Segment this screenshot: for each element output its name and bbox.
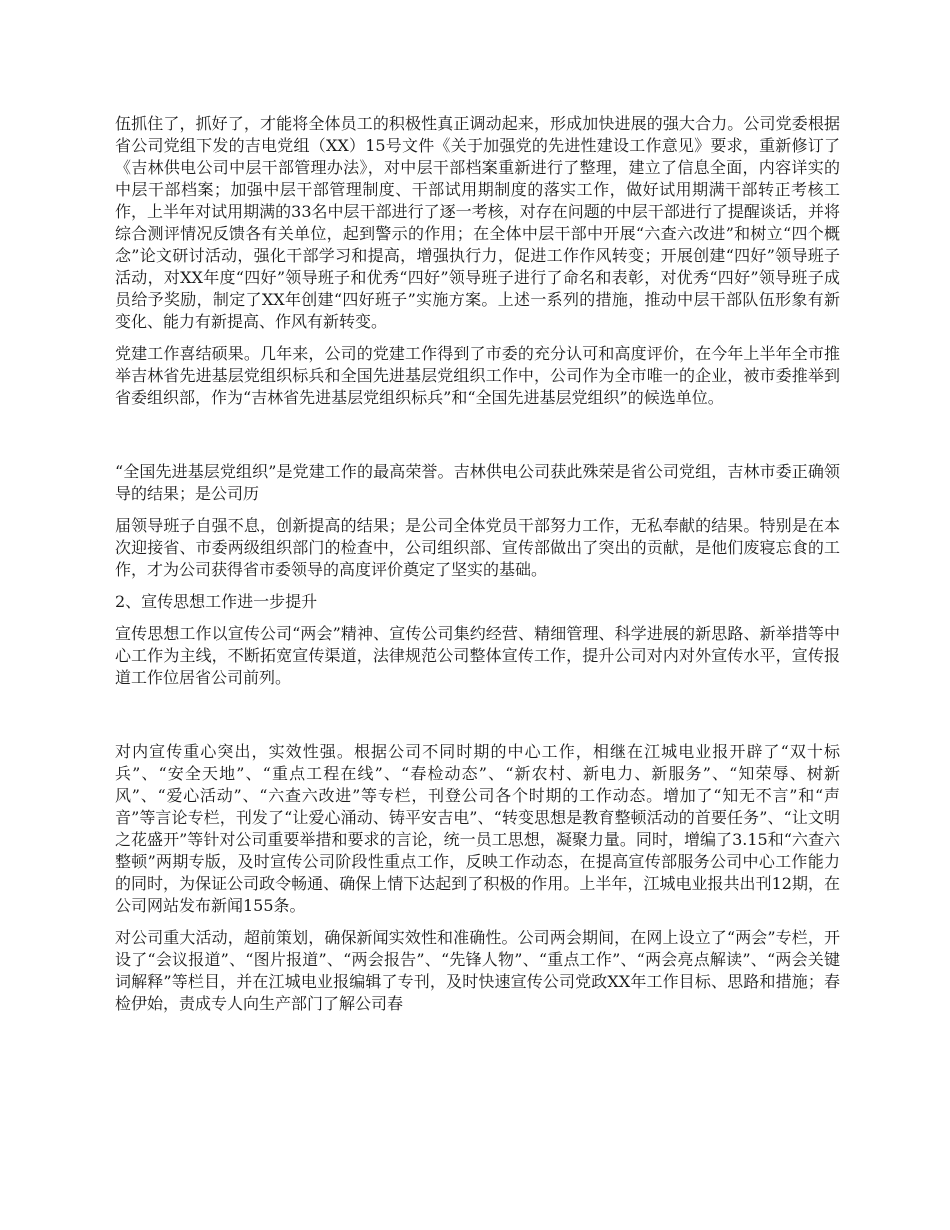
paragraph-national-honor: “全国先进基层党组织”是党建工作的最高荣誉。吉林供电公司获此殊荣是省公司党组，吉林市委正确领导的结果；是公司历 <box>115 462 840 503</box>
document-page <box>115 113 840 1025</box>
paragraph-gap <box>115 419 840 461</box>
paragraph-leadership-result: 届领导班子自强不息，创新提高的结果；是公司全体党员干部努力工作，无私奉献的结果。特别是在本次迎接省、市委两级组织部门的检查中，公司组织部、宣传部做出了突出的贡献，是他们废寝忘食的工作，才为公司获得省市委领导的高度评价奠定了坚实的基础。 <box>115 516 840 579</box>
paragraph-cadre-management: 伍抓住了，抓好了，才能将全体员工的积极性真正调动起来，形成加快进展的强大合力。公司党委根据省公司党组下发的吉电党组（XX）15号文件《关于加强党的先进性建设工作意见》要求，重新修订了《吉林供电公司中层干部管理办法》，对中层干部档案重新进行了整理，建立了信息全面，内容详实的中层干部档案；加强中层干部管理制度、干部试用期制度的落实工作，做好试用期满干部转正考核工作，上半年对试用期满的33名中层干部进行了逐一考核，对存在问题的中层干部进行了提醒谈话，并将综合测评情况反馈各有关单位，起到警示的作用；在全体中层干部中开展“六查六改进”和树立“四个概念”论文研讨活动，强化干部学习和提高，增强执行力，促进工作作风转变；开展创建“四好”领导班子活动，对XX年度“四好”领导班子和优秀“四好”领导班子进行了命名和表彰，对优秀“四好”领导班子成员给予奖励，制定了XX年创建“四好班子”实施方案。上述一系列的措施，推动中层干部队伍形象有新变化、能力有新提高、作风有新转变。 <box>115 114 840 331</box>
paragraph-gap <box>115 699 840 741</box>
paragraph-internal-propaganda: 对内宣传重心突出，实效性强。根据公司不同时期的中心工作，相继在江城电业报开辟了“双十标兵”、“安全天地”、“重点工程在线”、“春检动态”、“新农村、新电力、新服务”、“知荣辱、树新风”、“爱心活动”、“六查六改进”等专栏，刊登公司各个时期的工作动态。增加了“知无不言”和“声音”等言论专栏，刊发了“让爱心涌动、铸平安吉电”、“转变思想是教育整顿活动的首要任务”、“让文明之花盛开”等针对公司重要举措和要求的言论，统一员工思想，凝聚力量。同时，增编了3.15和“六查六整顿”两期专版，及时宣传公司阶段性重点工作，反映工作动态，在提高宣传部服务公司中心工作能力的同时，为保证公司政令畅通、确保上情下达起到了积极的作用。上半年，江城电业报共出刊12期，在公司网站发布新闻155条。 <box>115 742 840 915</box>
paragraph-propaganda-overview: 宣传思想工作以宣传公司“两会”精神、宣传公司集约经营、精细管理、科学进展的新思路、新举措等中心工作为主线，不断拓宽宣传渠道，法律规范公司整体宣传工作，提升公司对内对外宣传水平，宣传报道工作位居省公司前列。 <box>115 624 840 687</box>
paragraph-major-events: 对公司重大活动，超前策划，确保新闻实效性和准确性。公司两会期间，在网上设立了“两会”专栏，开设了“会议报道”、“图片报道”、“两会报告”、“先锋人物”、“重点工作”、“两会亮点解读”、“两会关键词解释”等栏目，并在江城电业报编辑了专刊，及时快速宣传公司党政XX年工作目标、思路和措施；春检伊始，责成专人向生产部门了解公司春 <box>115 928 840 1013</box>
paragraph-party-achievement: 党建工作喜结硕果。几年来，公司的党建工作得到了市委的充分认可和高度评价，在今年上半年全市推举吉林省先进基层党组织标兵和全国先进基层党组织工作中，公司作为全市唯一的企业，被市委推举到省委组织部，作为“吉林省先进基层党组织标兵”和“全国先进基层党组织”的候选单位。 <box>115 344 840 407</box>
section-heading-propaganda: 2、宣传思想工作进一步提升 <box>115 592 318 611</box>
